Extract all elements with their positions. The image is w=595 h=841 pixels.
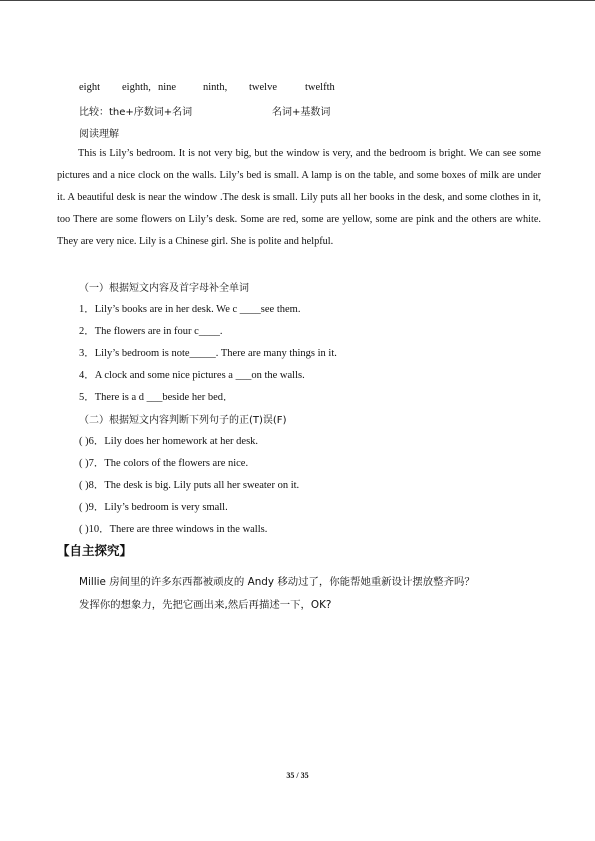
word-ninth: ninth, [203, 82, 228, 93]
reading-passage: This is Lily’s bedroom. It is not very big, but the window is very, and the bedroom is bright. We can see some pictures and a nice clock on the walls. Lily’s bed is small. A lamp is on the table, and some boxes of milk are under it. A beautiful desk is near the window .The desk is small. Lily puts all her books in the desk, and some clothes in it, too There are some flowers on Lily’s desk. Some are red, some are yellow, some are pink and the others are white. They are very nice. Lily is a Chinese girl. She is polite and helpful. [57, 148, 541, 247]
question-6: ( )6．Lily does her homework at her desk. [79, 436, 259, 447]
page-number: 35 / 35 [286, 771, 309, 780]
compare-right: 名词+基数词 [272, 107, 331, 118]
question-10: ( )10．There are three windows in the walls. [79, 524, 268, 535]
reading-title: 阅读理解 [79, 129, 119, 140]
question-4: 4．A clock and some nice pictures a ___on the walls. [79, 370, 305, 381]
question-1: 1．Lily’s books are in her desk. We c ____see them. [79, 304, 301, 315]
word-twelve: twelve [249, 82, 277, 93]
word-twelfth: twelfth [305, 82, 335, 93]
top-border-line [0, 0, 595, 1]
question-9: ( )9．Lily’s bedroom is very small. [79, 502, 228, 513]
word-eight: eight [79, 82, 100, 93]
question-3: 3．Lily’s bedroom is note_____. There are many things in it. [79, 348, 337, 359]
question-7: ( )7．The colors of the flowers are nice. [79, 458, 249, 469]
explore-line-2: 发挥你的想象力，先把它画出来,然后再描述一下，OK? [79, 599, 332, 611]
question-5: 5．There is a d ___beside her bed． [79, 392, 234, 403]
part2-title: （二）根据短文内容判断下列句子的正(T)误(F) [79, 415, 287, 426]
question-2: 2．The flowers are in four c____. [79, 326, 223, 337]
part1-title: （一）根据短文内容及首字母补全单词 [79, 283, 249, 294]
word-nine: nine [158, 82, 177, 93]
explore-line-1: Millie 房间里的许多东西都被顽皮的 Andy 移动过了，你能帮她重新设计摆放整齐吗？ [79, 576, 475, 588]
compare-left: 比较：the+序数词+名词 [79, 107, 193, 118]
question-8: ( )8．The desk is big. Lily puts all her sweater on it. [79, 480, 300, 491]
word-eighth: eighth, [122, 82, 151, 93]
explore-section-title: 【自主探究】 [57, 543, 133, 558]
